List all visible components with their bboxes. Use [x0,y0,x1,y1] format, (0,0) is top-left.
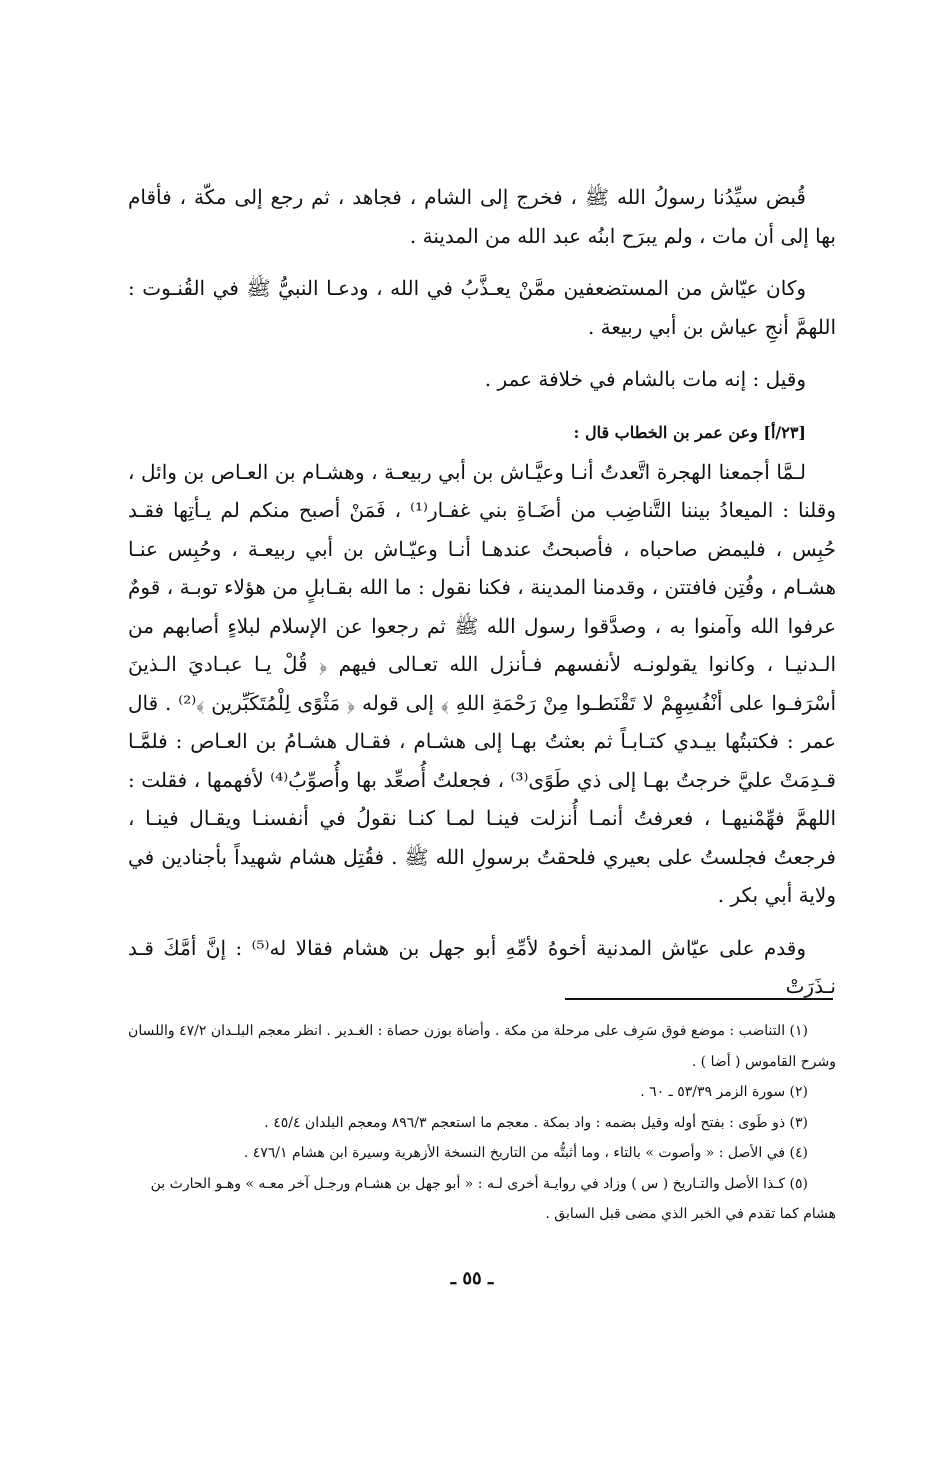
section-heading: [٢٣/أ] وعن عمر بن الخطاب قال : [573,422,806,442]
footnote-separator [565,998,833,1000]
footnote-3: (٣) ذو طَوى : بفتح أوله وقيل بضمه : واد بمكة . معجم ما استعجم ٨٩٦/٣ ومعجم البلدان ٤٥/٤ . [264,1114,808,1131]
page-number: ـ ٥٥ ـ [450,1268,494,1289]
footnote-1: (١) التناضب : موضع فوق سَرِف على مرحلة من مكة . وأضاة بوزن حصاة : الغـدير . انظر معجم البلـدان ٤٧/٢ واللسان وشرح القاموس ( أضا ) . [128,1023,836,1070]
footnote-4: (٤) في الأصل : « وأصوت » بالتاء ، وما أثبتُّه من التاريخ النسخة الأزهرية وسيرة ابن هشام ٤٧٦/١ . [243,1145,808,1161]
main-text [128,178,836,1020]
footnote-5: (٥) كـذا الأصل والتـاريخ ( س ) وزاد في روايـة أخرى لـه : « أبو جهل بن هشـام ورجـل آخر معـه » وهـو الحارث بن هشام كما تقدم في الخبر الذي مضى قبل السابق . [150,1175,836,1222]
paragraph-death-sham: وقيل : إنه مات بالشام في خلافة عمر . [484,367,806,391]
paragraph-death: قُبض سيِّدُنا رسولُ الله ﷺ ، فخرج إلى الشام ، فجاهد ، ثم رجع إلى مكّة ، فأقام بها إلى أن مات ، ولم يبرَح ابنُه عبد الله من المدينة . [128,185,836,248]
paragraph-narration: لـمَّا أجمعنا الهجرة اتَّعدتُ أنـا وعيَّـاش بن أبي ربيعـة ، وهشـام بن العـاص بن وائل ، وقلنا : الميعادُ بيننا التَّناضِب من أضَـاةِ بني غفـار⁽¹⁾ ، فَمَنْ أصبح منكم لم يـأتِها فقـد حُبِس ، فليمض صاحباه ، فأصبحتُ عندهـا أنـا وعيّـاش بن أبي ربيعـة ، وحُبِس عنـا هشـام ، وفُتِن فافتتن ، وقدمنا المدينة ، فكنا نقول : ما الله بقـابلٍ من هؤلاء توبـة ، قومٌ عرفوا الله وآمنوا به ، وصدَّقوا رسول الله ﷺ ثم رجعوا عن الإسلام لبلاءٍ أصابهم من الـدنيـا ، وكانوا يقولونـه لأنفسهم فـأنزل الله تعـالى فيهم ﴿ قُلْ يـا عبـاديَ الـذينَ أسْرَفـوا على أنْفُسِهِمْ لا تَقْنَطـوا مِنْ رَحْمَةِ اللهِ ﴾ إلى قوله ﴿ مَثْوًى لِلْمُتَكَبِّرين ﴾⁽²⁾ . قال عمر : فكتبتُها بيـدي كتـابـاً ثم بعثتُ بهـا إلى هشـام ، فقـال هشـامُ بن العـاص : فلمَّـا قـدِمَتْ عليَّ خرجتُ بهـا إلى ذي طَوًى⁽³⁾ ، فجعلتُ أُصعِّد بها وأُصوِّبُ⁽⁴⁾ لأفهمها ، فقلت : اللهمَّ فهِّمْنيهـا ، فعرفتُ أنمـا أُنزلت فينـا لمـا كنـا نقولُ في أنفسنـا ويقـال فينـا ، فرجعتُ فجلستُ على بعيري فلحقتُ برسولِ الله ﷺ . فقُتِل هشام شهيداً بأجنادين في ولاية أبي بكر . [128,459,837,907]
paragraph-qunut: وكان عيّاش من المستضعفين ممَّنْ يعـذَّبُ في الله ، ودعـا النبيُّ ﷺ في القُنـوت : اللهمَّ أنجِ عياش بن أبي ربيعة . [128,276,836,339]
footnote-2: (٢) سورة الزمر ٥٣/٣٩ ـ ٦٠ . [640,1084,808,1100]
footnotes [128,1016,836,1230]
paragraph-continued: وقدم على عيّاش المدنية أخوهُ لأمِّهِ أبو جهل بن هشام فقالا له⁽⁵⁾ : إنَّ أمَّكَ قـد نـذَرَتْ [128,935,836,998]
